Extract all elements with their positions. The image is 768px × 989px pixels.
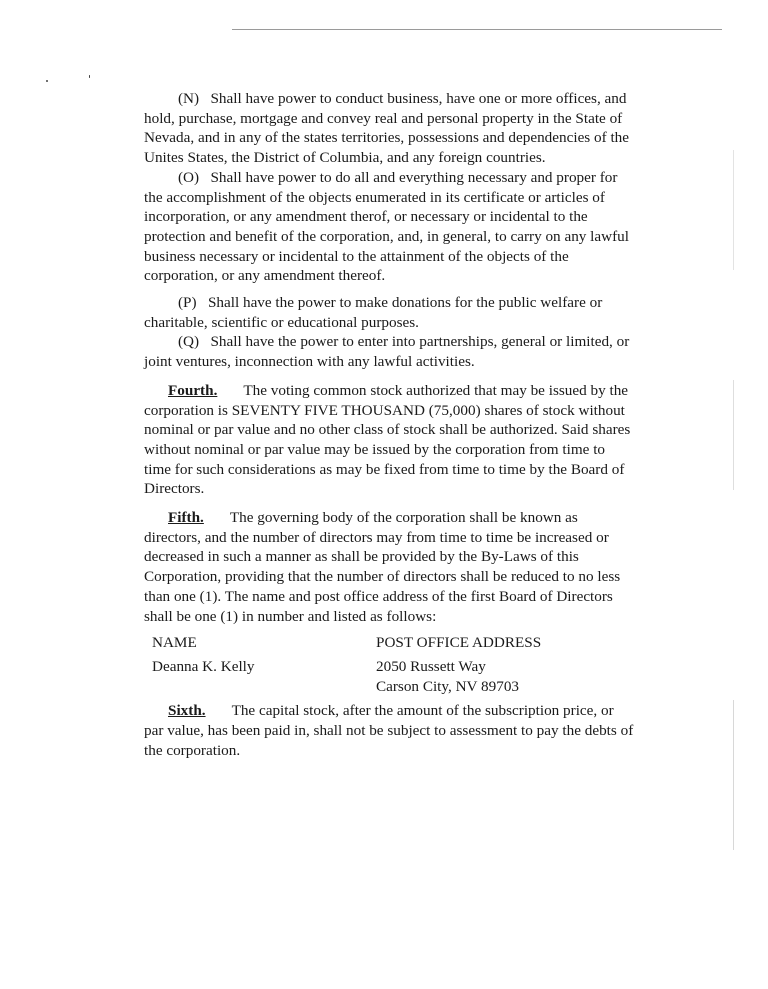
clause-letter: (O) <box>178 168 200 186</box>
director-address-line2: Carson City, NV 89703 <box>376 677 520 695</box>
section-text: The capital stock, after the amount of the subscription price, or par value, has been paid in, shall not be subject to assessment to pay the debts of the corporation. <box>144 702 634 759</box>
article-fifth <box>144 508 634 626</box>
directors-header-row <box>152 633 634 653</box>
section-title: Sixth. <box>168 702 206 720</box>
section-title: Fourth. <box>168 381 218 399</box>
director-row <box>152 657 634 677</box>
clause-text: Shall have the power to enter into partnerships, general or limited, or joint ventures, inconnection with any lawful activities. <box>144 333 630 371</box>
scan-edge-mark <box>733 700 734 850</box>
section-title: Fifth. <box>168 509 204 527</box>
article-sixth <box>144 701 634 760</box>
clause-letter: (N) <box>178 90 200 107</box>
clause-text: Shall have power to do all and everything necessary and proper for the accomplishment of the objects enumerated in its certificate or articles of incorporation, or any amendment therof, or necessary or incidental to the protection and benefit of the corporation, and, in general, to carry on any lawful business necessary or incidental to the attainment of the objects of the corporation, or any amendment thereof. <box>144 168 629 285</box>
section-text: The voting common stock authorized that may be issued by the corporation is SEVENTY FIVE THOUSAND (75,000) shares of stock without nominal or par value and no other class of stock shall be authorized. Said shares without nominal or par value may be issued by the corporation from time to time for such considerations as may be fixed from time to time by the Board of Directors. <box>144 381 631 498</box>
article-fourth <box>144 381 634 499</box>
clause-text: Shall have the power to make donations for the public welfare or charitable, scientific or educational purposes. <box>144 294 603 331</box>
header-name: NAME <box>152 634 197 652</box>
director-row-cont <box>152 677 634 697</box>
directors-table <box>152 633 634 696</box>
scan-edge-mark <box>733 380 734 490</box>
clause-q <box>144 332 634 371</box>
scan-speck <box>89 75 90 78</box>
clause-o <box>144 168 634 286</box>
clause-p <box>144 293 634 332</box>
scan-border-line <box>232 29 722 30</box>
director-name: Deanna K. Kelly <box>152 657 255 675</box>
scan-speck <box>46 80 48 82</box>
header-address: POST OFFICE ADDRESS <box>376 634 542 652</box>
clause-n <box>144 89 634 168</box>
scan-edge-mark <box>733 150 734 270</box>
director-address-line1: 2050 Russett Way <box>376 657 486 675</box>
section-text: The governing body of the corporation shall be known as directors, and the number of directors may from time to time be increased or decreased in such a manner as shall be provided by the By-Laws of this Corporation, providing that the number of directors shall be reduced to no less than one (1). The name and post office address of the first Board of Directors shall be one (1) in number and listed as follows: <box>144 509 621 625</box>
clause-letter: (P) <box>178 294 197 312</box>
clause-text: Shall have power to conduct business, have one or more offices, and hold, purchase, mortgage and convey real and personal property in the State of Nevada, and in any of the states territories, possessions and dependencies of the Unites States, the District of Columbia, and any foreign countries. <box>144 90 630 167</box>
clause-letter: (Q) <box>178 333 200 351</box>
document-page <box>144 89 634 761</box>
